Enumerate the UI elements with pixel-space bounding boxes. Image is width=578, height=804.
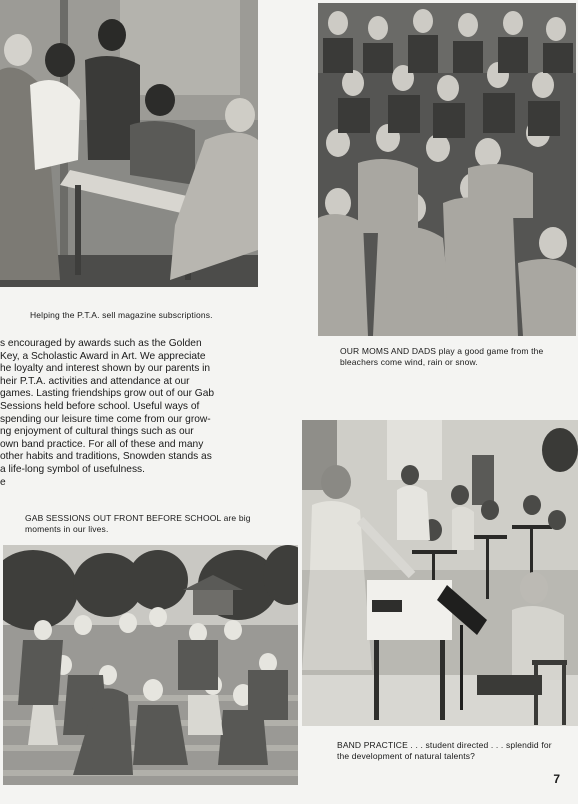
body-line: ng enjoyment of cultural things such as our — [0, 426, 194, 438]
body-line: e — [0, 476, 6, 488]
body-line: he loyalty and interest shown by our parents in — [0, 363, 211, 375]
body-line: a life-long symbol of usefulness. — [0, 463, 145, 475]
gab-sessions-photo — [3, 545, 298, 785]
pta-caption: Helping the P.T.A. sell magazine subscriptions. — [30, 310, 213, 320]
body-line: other habits and traditions, Snowden stands as — [0, 451, 212, 463]
page-number: 7 — [553, 772, 560, 786]
body-line: Sessions held before school. Useful ways of — [0, 400, 200, 412]
body-line: games. Lasting friendships grow out of our Gab — [0, 388, 215, 400]
band-practice-caption: BAND PRACTICE . . . student directed . . . splendid for the development of natural talents? — [337, 740, 552, 761]
body-line: heir P.T.A. activities and attendance at our — [0, 375, 190, 387]
body-line: own band practice. For all of these and many — [0, 438, 204, 450]
moms-dads-caption: OUR MOMS AND DADS play a good game from the bleachers come wind, rain or snow. — [340, 346, 544, 367]
bleachers-photo — [318, 3, 576, 336]
gab-sessions-caption: GAB SESSIONS OUT FRONT BEFORE SCHOOL are big moments in our lives. — [25, 513, 251, 534]
body-line: s encouraged by awards such as the Golden — [0, 338, 202, 349]
band-practice-photo — [302, 420, 578, 726]
body-line: Key, a Scholastic Award in Art. We appreciate — [0, 350, 206, 362]
body-line: spending our leisure time come from our grow- — [0, 413, 211, 425]
body-paragraph — [0, 338, 256, 489]
pta-photo — [0, 0, 258, 287]
